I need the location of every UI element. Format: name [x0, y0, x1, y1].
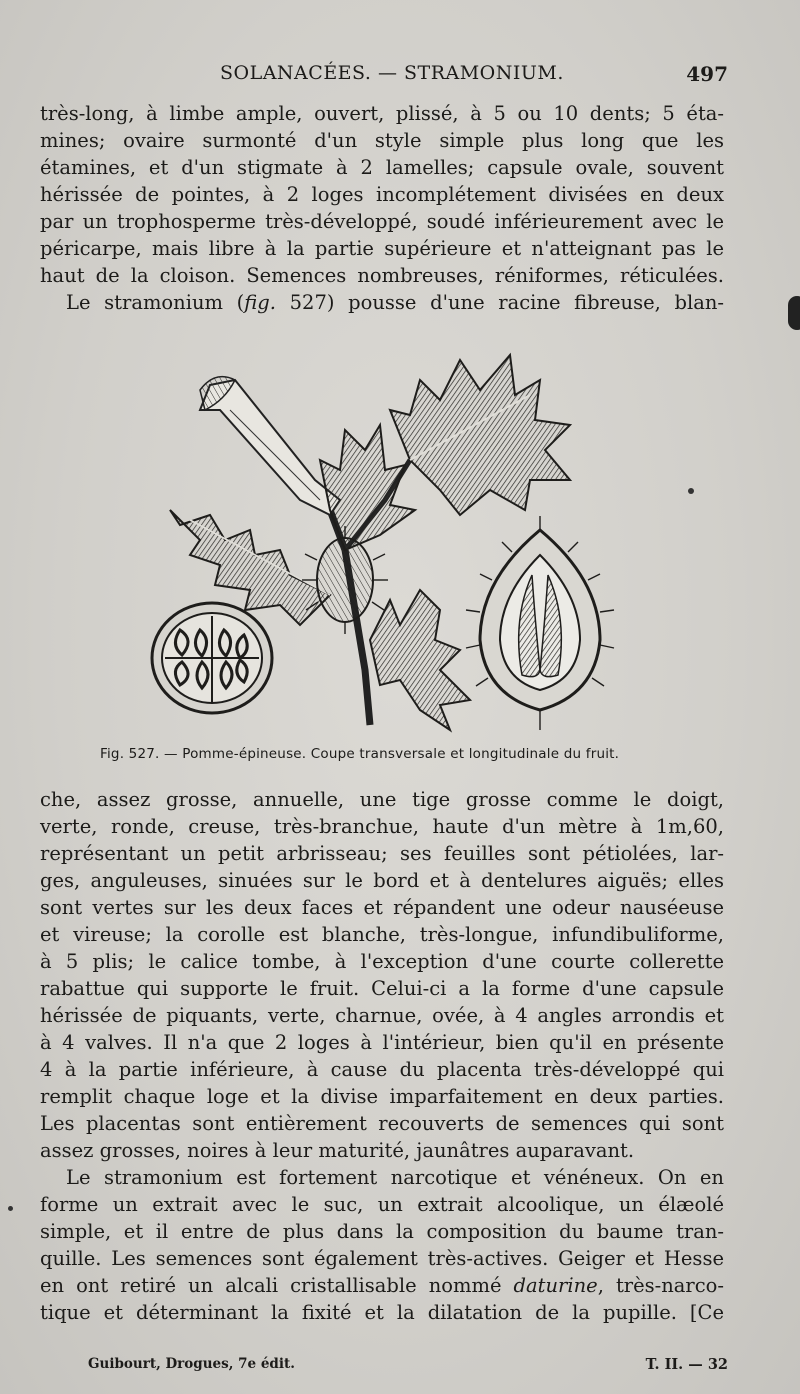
paragraph-description: [40, 786, 724, 1164]
stramonium-engraving: [140, 340, 640, 735]
italic-term: daturine: [513, 1274, 598, 1297]
paragraph-toxicity: [40, 1164, 724, 1326]
text-line: simple, et il entre de plus dans la composition du baume tran-: [40, 1220, 724, 1243]
text-line: Le stramonium est fortement narcotique et vénéneux. On en: [66, 1166, 724, 1189]
page-edge-mark: [788, 296, 800, 330]
speck: [688, 488, 694, 494]
text-run: en ont retiré un alcali cristallisable nommé: [40, 1274, 514, 1297]
running-head: [40, 62, 728, 92]
text-line: remplit chaque loge et la divise imparfaitement en deux parties.: [40, 1085, 724, 1108]
text-line: par un trophosperme très-développé, soudé inférieurement avec le: [40, 210, 724, 233]
text-line: che, assez grosse, annuelle, une tige grosse comme le doigt,: [40, 788, 724, 811]
text-line: tique et déterminant la fixité et la dilatation de la pupille. [Ce: [40, 1301, 724, 1324]
footer-volume: T. II. — 32: [645, 1356, 728, 1373]
text-line: sont vertes sur les deux faces et répandent une odeur nauséeuse: [40, 896, 724, 919]
text-line: rabattue qui supporte le fruit. Celui-ci a la forme d'une capsule: [40, 977, 724, 1000]
text-line: mines; ovaire surmonté d'un style simple plus long que les: [40, 129, 724, 152]
text-line: [40, 1272, 724, 1299]
running-head-title: SOLANACÉES. — STRAMONIUM.: [220, 62, 564, 84]
text-block-bottom: [40, 786, 724, 1326]
text-line: verte, ronde, creuse, très-branchue, haute d'un mètre à 1m,60,: [40, 815, 724, 838]
longitudinal-section: [466, 516, 614, 730]
text-block-top: [40, 100, 724, 316]
speck: [8, 1206, 13, 1211]
text-run: 527) pousse d'une racine fibreuse, blan-: [275, 291, 724, 314]
text-run: Le stramonium (: [66, 291, 245, 314]
text-line: représentant un petit arbrisseau; ses feuilles sont pétiolées, lar-: [40, 842, 724, 865]
text-line: haut de la cloison. Semences nombreuses, réniformes, réticulées.: [40, 264, 724, 287]
text-line: très-long, à limbe ample, ouvert, plissé, à 5 ou 10 dents; 5 éta-: [40, 102, 724, 125]
leaf-lower-right: [370, 590, 470, 730]
figure-ref: fig.: [244, 291, 276, 314]
text-line: assez grosses, noires à leur maturité, jaunâtres auparavant.: [40, 1139, 635, 1162]
text-line: Les placentas sont entièrement recouverts de semences qui sont: [40, 1112, 724, 1135]
text-line: hérissée de piquants, verte, charnue, ovée, à 4 angles arrondis et: [40, 1004, 724, 1027]
leaf-upper-right: [390, 355, 570, 515]
text-line: ges, anguleuses, sinuées sur le bord et à dentelures aiguës; elles: [40, 869, 724, 892]
footer-signature: Guibourt, Drogues, 7e édit.: [88, 1356, 295, 1372]
flower-icon: [200, 380, 340, 515]
text-line: et vireuse; la corolle est blanche, très-longue, infundibuliforme,: [40, 923, 724, 946]
text-line: forme un extrait avec le suc, un extrait alcoolique, un élæolé: [40, 1193, 724, 1216]
text-line: hérissée de pointes, à 2 loges incomplétement divisées en deux: [40, 183, 724, 206]
paragraph-continuation: [40, 100, 724, 289]
paragraph-stramonium-intro: [40, 289, 724, 316]
page-footer: [88, 1356, 728, 1378]
figure-caption: Fig. 527. — Pomme-épineuse. Coupe transversale et longitudinale du fruit.: [100, 746, 620, 762]
page-number: 497: [686, 62, 728, 86]
spiny-fruit: [317, 538, 373, 622]
text-line: 4 à la partie inférieure, à cause du placenta très-développé qui: [40, 1058, 724, 1081]
text-line: péricarpe, mais libre à la partie supérieure et n'atteignant pas le: [40, 237, 724, 260]
text-line: à 4 valves. Il n'a que 2 loges à l'intérieur, bien qu'il en présente: [40, 1031, 724, 1054]
text-run: , très-narco-: [597, 1274, 724, 1297]
text-line: à 5 plis; le calice tombe, à l'exception d'une courte collerette: [40, 950, 724, 973]
text-line: quille. Les semences sont également très-actives. Geiger et Hesse: [40, 1247, 724, 1270]
transverse-section: [152, 603, 272, 713]
text-line: étamines, et d'un stigmate à 2 lamelles; capsule ovale, souvent: [40, 156, 724, 179]
